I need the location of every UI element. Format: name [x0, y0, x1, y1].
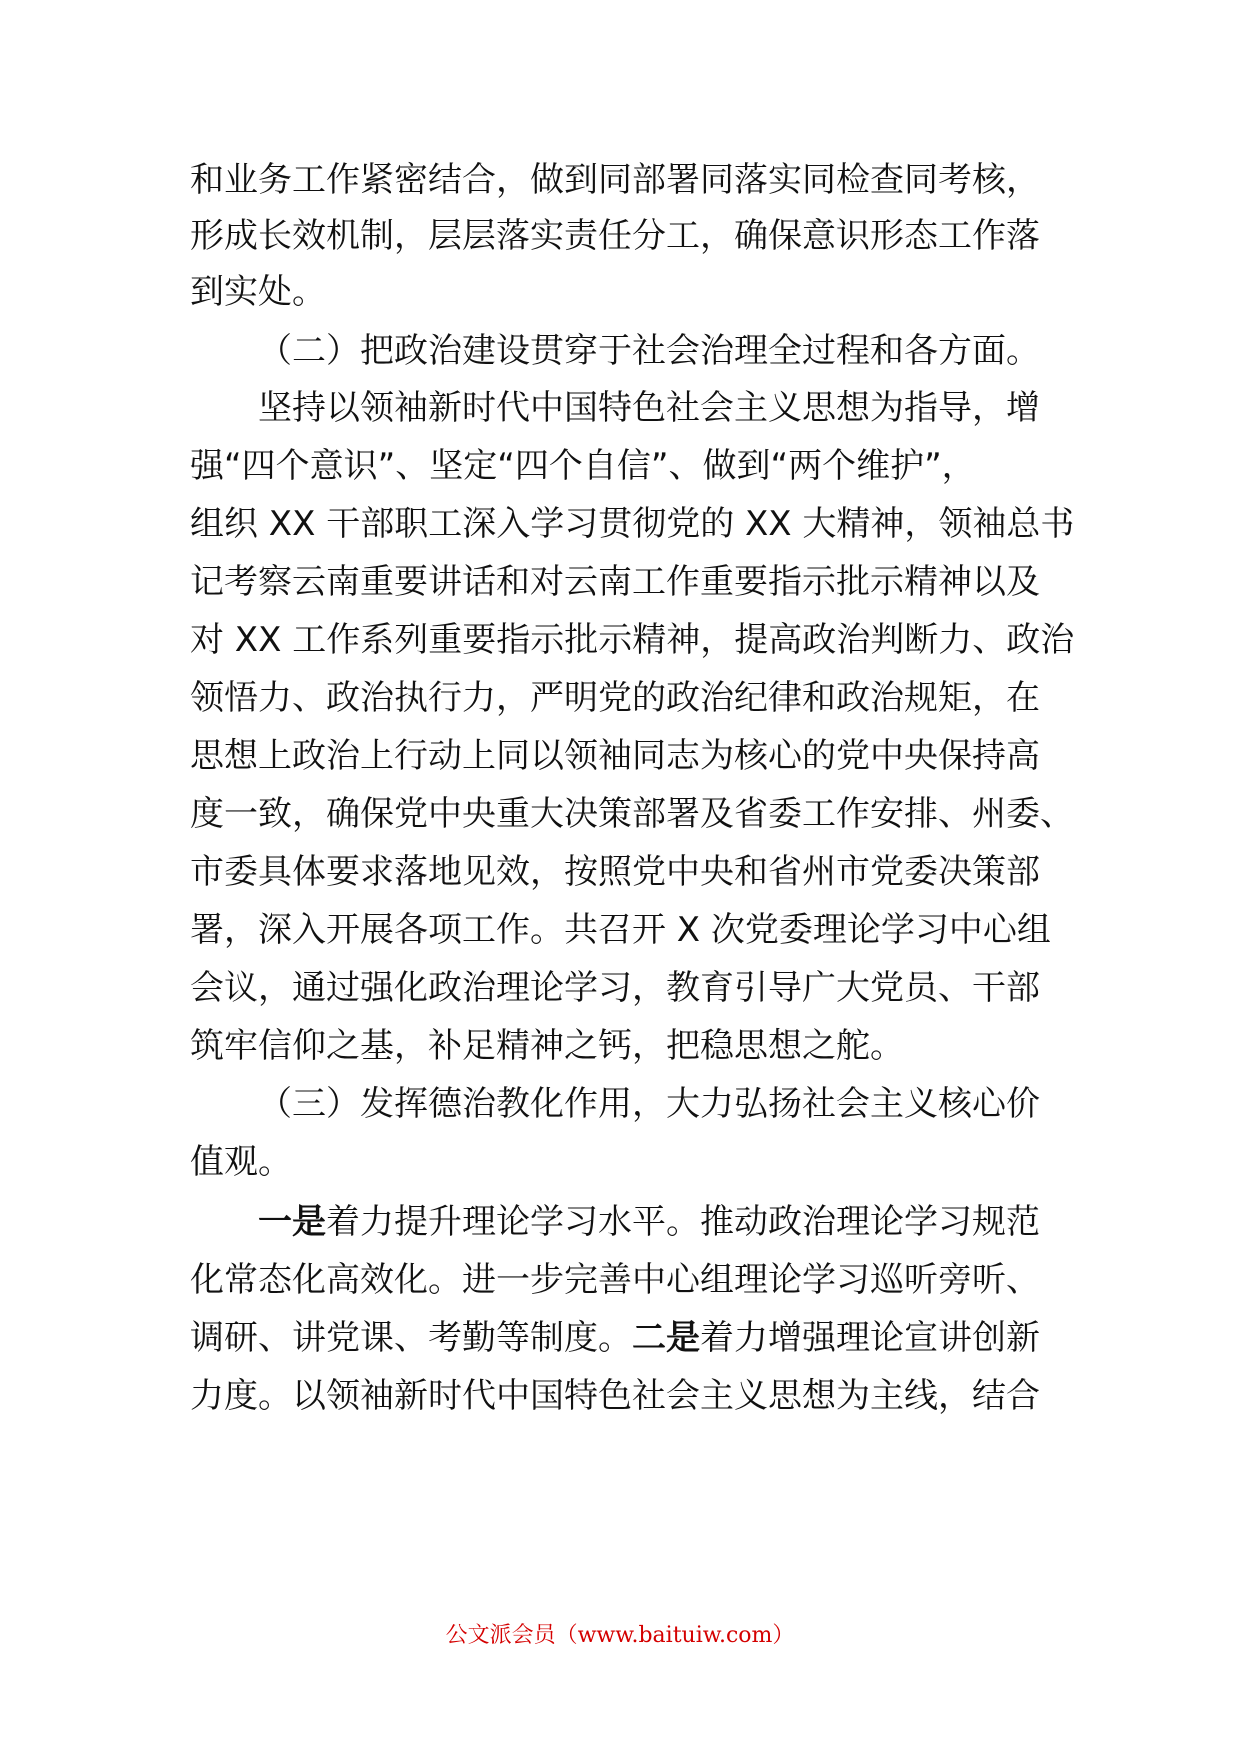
body-text-line — [258, 1202, 1040, 1242]
point-text: 着力增强理论宣讲创新 — [700, 1318, 1040, 1358]
point-text: 着力提升理论学习水平。推动政治理论学习规范 — [326, 1202, 1040, 1242]
body-text-line: 记考察云南重要讲话和对云南工作重要指示批示精神以及 — [190, 562, 1040, 602]
point-marker-second: 二是 — [632, 1318, 700, 1358]
point-text: 调研、讲党课、考勤等制度。 — [190, 1318, 632, 1358]
section-heading: （三）发挥德治教化作用，大力弘扬社会主义核心价 — [258, 1084, 1040, 1124]
body-text-line: 领悟力、政治执行力，严明党的政治纪律和政治规矩，在 — [190, 678, 1040, 718]
body-text-line: 市委具体要求落地见效，按照党中央和省州市党委决策部 — [190, 852, 1040, 892]
body-text-line: 思想上政治上行动上同以领袖同志为核心的党中央保持高 — [190, 736, 1040, 776]
body-text-line: 化常态化高效化。进一步完善中心组理论学习巡听旁听、 — [190, 1260, 1040, 1300]
body-text-line: 和业务工作紧密结合，做到同部署同落实同检查同考核， — [190, 160, 1040, 200]
section-heading: （二）把政治建设贯穿于社会治理全过程和各方面。 — [258, 331, 1040, 371]
footer-watermark: 公文派会员（www.baituiw.com） — [445, 1623, 795, 1648]
body-text-line: 形成长效机制，层层落实责任分工，确保意识形态工作落 — [190, 216, 1040, 256]
body-text-line: 度一致，确保党中央重大决策部署及省委工作安排、州委、 — [190, 794, 1074, 834]
body-text-line: 对 XX 工作系列重要指示批示精神，提高政治判断力、政治 — [190, 620, 1075, 660]
body-text-line: 到实处。 — [190, 272, 326, 312]
body-text-line: 力度。以领袖新时代中国特色社会主义思想为主线，结合 — [190, 1376, 1040, 1416]
body-text-line: 坚持以领袖新时代中国特色社会主义思想为指导，增 — [258, 388, 1040, 428]
body-text-line: 会议，通过强化政治理论学习，教育引导广大党员、干部 — [190, 968, 1040, 1008]
body-text-line — [190, 1318, 1040, 1358]
body-text-line: 强“四个意识”、坚定“四个自信”、做到“两个维护”， — [190, 446, 976, 486]
body-text-line: 署，深入开展各项工作。共召开 X 次党委理论学习中心组 — [190, 910, 1051, 950]
body-text-line: 组织 XX 干部职工深入学习贯彻党的 XX 大精神，领袖总书 — [190, 504, 1075, 544]
point-marker-first: 一是 — [258, 1202, 326, 1242]
section-heading-continued: 值观。 — [190, 1142, 292, 1182]
body-text-line: 筑牢信仰之基，补足精神之钙，把稳思想之舵。 — [190, 1026, 904, 1066]
